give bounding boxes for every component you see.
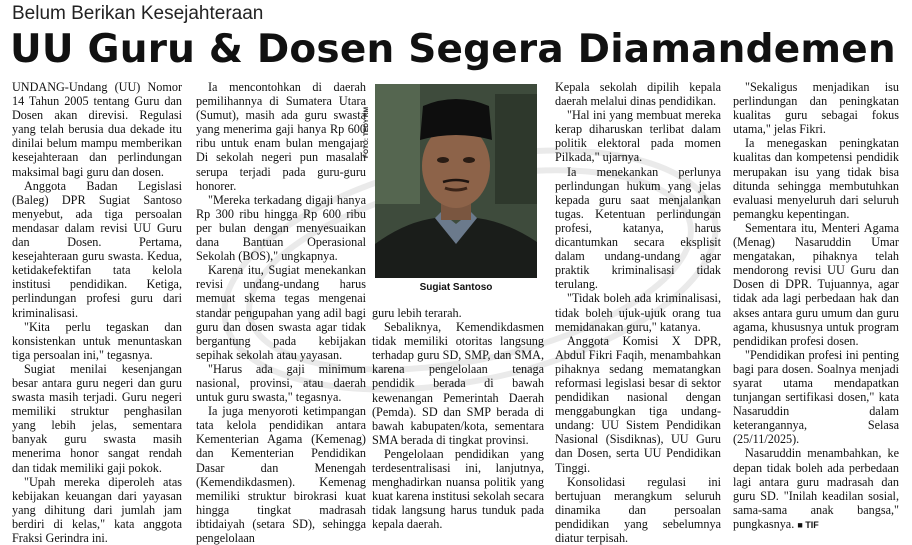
article-kicker: Belum Berikan Kesejahteraan [12, 3, 264, 24]
photo-credit: FOTO: TEDY RM [363, 106, 370, 158]
portrait-photo [375, 84, 537, 278]
paragraph: "Pendidikan profesi ini penting bagi para dosen. Soalnya menjadi syarat utama mendapatkan tunjangan sertifikasi dosen," kata Nasaruddin dalam keterangannya, Selasa (25/11/2025). [733, 347, 899, 447]
paragraph: Sebaliknya, Kemendikdasmen tidak memiliki otoritas langsung terhadap guru SD, SMP, dan SMA, karena pengelolaan tenaga pendidik berada di bawah kewenangan Pemerintah Daerah (Pemda). SD dan SMP berada di bawah kabupaten/kota, sementara SMA berada di tingkat provinsi. [372, 320, 544, 447]
photo-caption: Sugiat Santoso [419, 282, 493, 293]
paragraph: "Sekaligus menjadikan isu perlindungan dan peningkatan kualitas guru sebagai fokus utama," jelas Fikri. [733, 80, 899, 137]
article-column-1 [12, 80, 182, 545]
paragraph: Karena itu, Sugiat menekankan revisi undang-undang harus memuat skema tegas mengenai standar pengupahan yang adil bagi guru dan dosen swasta agar tidak bergantung pada kebijakan sepihak sekolah atau yayasan. [196, 263, 366, 362]
paragraph: guru lebih terarah. [372, 306, 462, 320]
article-headline: UU Guru & Dosen Segera Diamandemen [10, 27, 896, 72]
paragraph: Kepala sekolah dipilih kepala daerah melalui dinas pendidikan. [555, 80, 721, 109]
paragraph: Sugiat menilai kesenjangan besar antara guru negeri dan guru swasta masih terjadi. Guru negeri memiliki struktur penghasilan yang lebih jelas, sementara banyak guru swasta masih menerima honor sangat rendah dan tidak memiliki gaji pokok. [12, 361, 182, 475]
paragraph: Ia menegaskan peningkatan kualitas dan kompetensi pendidik merupakan isu yang tidak bisa ditunda sehingga membutuhkan evaluasi menyeluruh dari seluruh pemangku kepentingan. [733, 136, 899, 221]
paragraph: UNDANG-Undang (UU) Nomor 14 Tahun 2005 tentang Guru dan Dosen akan direvisi. Regulasi yang telah berusia dua dekade itu dinilai belum mampu memberikan kesejahteraan dan perlindungan maksimal bagi guru dan dosen. [12, 80, 182, 179]
paragraph: "Upah mereka diperoleh atas kebijakan keuangan dari yayasan yang dihitung dari jumlah jam berdiri di kelas," kata anggota Fraksi Gerindra ini. [12, 474, 182, 545]
paragraph: Anggota Badan Legislasi (Baleg) DPR Sugiat Santoso menyebut, ada tiga persoalan mendasar dalam revisi UU Guru dan Dosen. Pertama, kesejahteraan guru swasta. Kedua, ketidakefektifan tata kelola institusi pendidikan. Ketiga, perlindungan profesi guru dari kriminalisasi. [12, 178, 182, 320]
article-column-5 [733, 80, 899, 532]
article-column-2 [196, 80, 366, 545]
paragraph: Ia menekankan perlunya perlindungan hukum yang jelas kepada guru saat menjalankan tugas. Ketentuan perlindungan profesi, katanya, harus dicantumkan secara eksplisit dalam undang-undang agar praktik kriminalisasi tidak terulang. [555, 164, 721, 292]
paragraph: "Hal ini yang membuat mereka kerap diharuskan terlibat dalam politik elektoral pada momen Pilkada," ujarnya. [555, 108, 721, 165]
paragraph: "Kita perlu tegaskan dan konsistenkan untuk menuntaskan tiga persoalan ini," tegasnya. [12, 319, 182, 362]
article-column-4 [555, 80, 721, 545]
paragraph: Ia juga menyoroti ketimpangan tata kelola pendidikan antara Kementerian Agama (Kemenag) dan Kementerian Pendidikan Dasar dan Menengah (Kemendikdasmen). Kemenag memiliki struktur birokrasi kuat hingga tingkat madrasah ibtidaiyah (setara SD), sehingga pengelolaan [196, 404, 366, 545]
paragraph-text: Nasaruddin menambahkan, ke depan tidak boleh ada perbedaan lagi antara guru madrasah dan guru SD. "Inilah keadilan sosial, sama-sama anak bangsa," pungkasnya. [733, 446, 899, 531]
article-column-3 [372, 306, 544, 532]
paragraph: Ia mencontohkan di daerah pemilihannya di Sumatera Utara (Sumut), masih ada guru swasta yang menerima gaji hanya Rp 600 ribu untuk enam bulan mengajar. Di sekolah negeri pun masalah serupa terjadi pada guru-guru honorer. [196, 80, 366, 193]
paragraph: Pengelolaan pendidikan yang terdesentralisasi ini, lanjutnya, menghadirkan nuansa politik yang kuat karena institusi sekolah secara tidak langsung harus tunduk pada kepala daerah. [372, 446, 544, 532]
paragraph: Konsolidasi regulasi ini bertujuan merangkum seluruh dinamika dan persoalan pendidikan yang sebelumnya diatur terpisah. [555, 474, 721, 545]
paragraph: "Mereka terkadang digaji hanya Rp 300 ribu hingga Rp 600 ribu per bulan dengan menyesuaikan dana Bantuan Operasional Sekolah (BOS)," ungkapnya. [196, 192, 366, 264]
end-mark: ■ TIF [797, 519, 819, 530]
paragraph: "Tidak boleh ada kriminalisasi, tidak boleh ujuk-ujuk orang tua memidanakan guru," katanya. [555, 291, 721, 334]
paragraph: Sementara itu, Menteri Agama (Menag) Nasaruddin Umar mengatakan, pihaknya telah mendorong revisi UU Guru dan Dosen di DPR. Tujuannya, agar tidak ada lagi perbedaan hak dan akses antara guru umum dan guru agama, khususnya untuk program pendidikan profesi dosen. [733, 220, 899, 348]
paragraph: Anggota Komisi X DPR, Abdul Fikri Faqih, menambahkan pihaknya sedang mematangkan reformasi legislasi besar di sektor pendidikan nasional dengan menggabungkan tiga undang-undang: UU Sistem Pendidikan Nasional (Sisdiknas), UU Guru dan Dosen, serta UU Pendidikan Tinggi. [555, 333, 721, 475]
paragraph [733, 446, 899, 532]
paragraph: "Harus ada gaji minimum nasional, provinsi, atau daerah untuk guru swasta," tegasnya. [196, 361, 366, 405]
portrait-illustration [375, 84, 537, 278]
